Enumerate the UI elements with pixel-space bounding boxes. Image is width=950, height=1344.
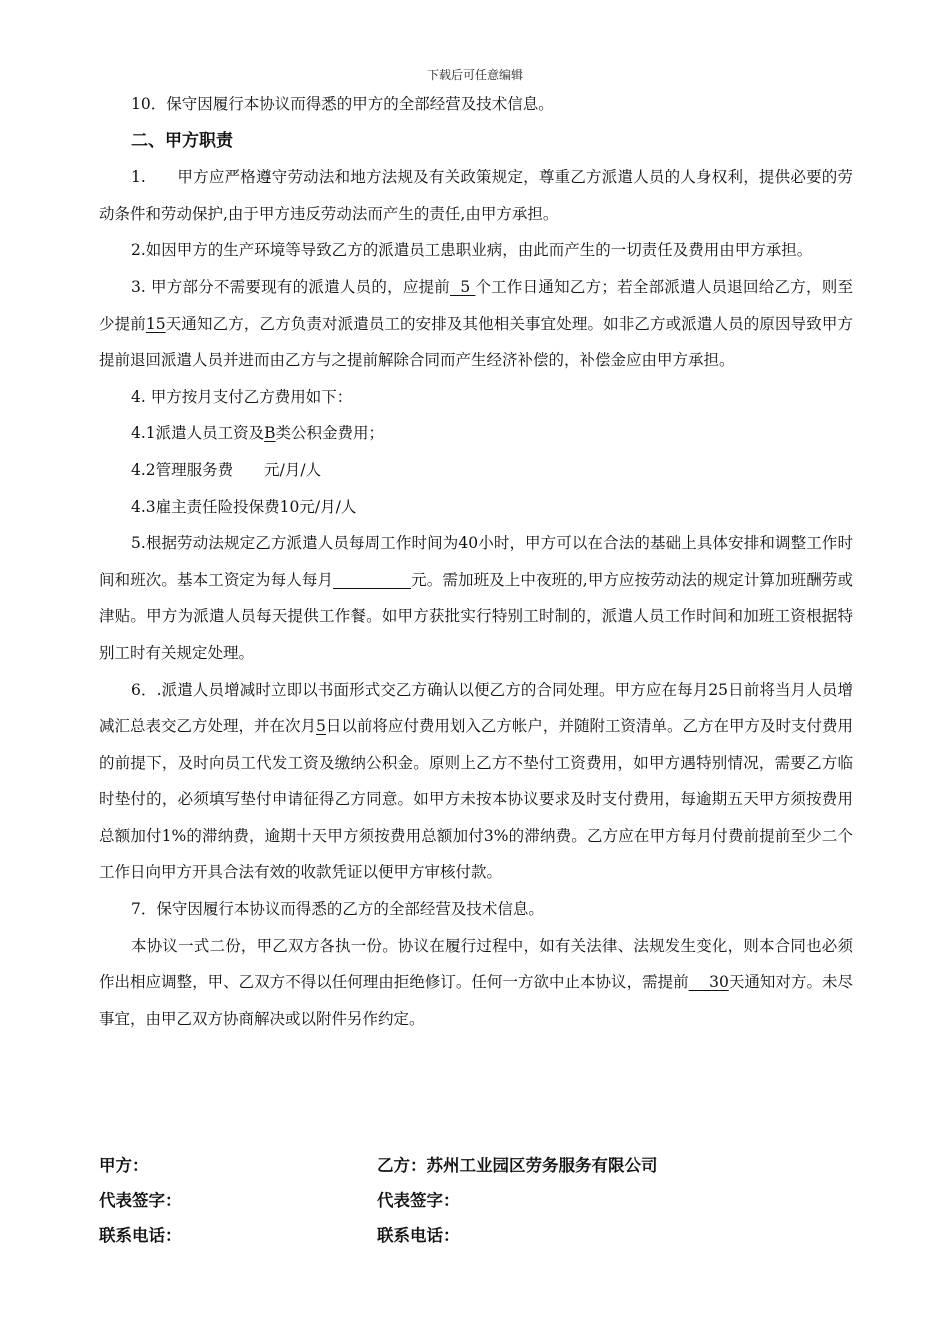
fund-class: B [264,424,276,443]
duty-item-1: 1. 甲方应严格遵守劳动法和地方法规及有关政策规定，尊重乙方派遣人员的人身权利，提供必要的劳动条件和劳动保护,由于甲方违反劳动法而产生的责任,由甲方承担。 [99,168,853,223]
section-title-party-a-duties: 二、甲方职责 [131,130,233,151]
party-a-label: 甲方： [99,1156,149,1175]
party-b-rep-signature-label: 代表签字： [377,1191,460,1210]
duty-item-4: 4. 甲方按月支付乙方费用如下： [131,387,353,406]
base-salary-blank [333,568,411,589]
duty-item-3-text-a: 3. 甲方部分不需要现有的派遣人员的，应提前 [131,277,451,296]
closing-paragraph [99,928,853,1038]
party-a-rep-signature-label: 代表签字： [99,1191,182,1210]
signature-row-phones [99,1222,853,1257]
closing-text-a: 本协议一式二份，甲乙双方各执一份。协议在履行过程中，如有关法律、法规发生变化，则本合同也必须作出相应调整，甲、乙双方不得以任何理由拒绝修订。任何一方欲中止本协议，需提前 [99,936,853,992]
duty-item-5-text-b: 元。需加班及上中夜班的,甲方应按劳动法的规定计算加班酬劳或津贴。甲方为派遣人员每天提供工作餐。如甲方获批实行特别工时制的，派遣人员工作时间和加班工资根据特别工时有关规定处理。 [99,570,853,662]
duty-item-5 [99,525,853,671]
duty-item-3-text-b: 个工作日通知乙方；若全部派遣人员退回给乙方，则至少提前 [99,277,853,333]
payment-day: 5 [316,717,326,736]
duty-item-6-text-b: 日以前将应付费用划入乙方帐户，并随附工资清单。乙方在甲方及时支付费用的前提下，及时向员工代发工资及缴纳公积金。原则上乙方不垫付工资费用，如甲方遇特别情况，需要乙方临时垫付的，必须填写垫付申请征得乙方同意。如甲方未按本协议要求及时支付费用，每逾期五天甲方须按费用总额加付1%的滞纳费，逾期十天甲方须按费用总额加付3%的滞纳费。乙方应在甲方每月付费前提前至少二个工作日向甲方开具合法有效的收款凭证以便甲方审核付款。 [99,717,853,882]
termination-notice-days: 30 [688,973,729,992]
notice-days-partial: 5 [450,277,476,296]
duty-item-6 [99,672,853,892]
duty-item-3 [99,269,853,379]
party-a-phone-label: 联系电话： [99,1226,182,1245]
clause-10: 10．保守因履行本协议而得悉的甲方的全部经营及技术信息。 [131,95,554,113]
page-header-note: 下载后可任意编辑 [426,68,523,82]
duty-item-5-text-a: 5.根据劳动法规定乙方派遣人员每周工作时间为40小时，甲方可以在合法的基础上具体安排和调整工作时间和班次。基本工资定为每人每月 [99,534,853,589]
fee-item-4-3: 4.3雇主责任险投保费10元/月/人 [131,497,357,516]
signature-row-parties [99,1152,853,1187]
duty-item-7: 7．保守因履行本协议而得悉的乙方的全部经营及技术信息。 [131,900,544,919]
duty-item-6-text-a: 6．.派遣人员增减时立即以书面形式交乙方确认以便乙方的合同处理。甲方应在每月25日前将当月人员增减汇总表交乙方处理，并在次月 [99,680,853,736]
closing-text-b: 天通知对方。未尽事宜，由甲乙双方协商解决或以附件另作约定。 [99,973,853,1028]
party-b-phone-label: 联系电话： [377,1226,460,1245]
signature-block [99,1152,853,1257]
contract-body [99,86,853,1037]
duty-item-3-text-c: 天通知乙方，乙方负责对派遣员工的安排及其他相关事宜处理。如非乙方或派遣人员的原因导致甲方提前退回派遣人员并进而由乙方与之提前解除合同而产生经济补偿的，补偿金应由甲方承担。 [99,314,853,370]
fee-item-4-1-text-a: 4.1派遣人员工资及 [131,424,265,443]
notice-days-full: 15 [145,314,166,333]
duty-item-2: 2.如因甲方的生产环境等导致乙方的派遣员工患职业病，由此而产生的一切责任及费用由甲方承担。 [131,241,813,260]
fee-item-4-1 [99,415,853,452]
fee-item-4-2: 4.2管理服务费 元/月/人 [131,460,322,479]
signature-row-representatives [99,1187,853,1222]
fee-item-4-1-text-b: 类公积金费用； [275,424,385,443]
party-b-label: 乙方：苏州工业园区劳务服务有限公司 [377,1156,658,1175]
